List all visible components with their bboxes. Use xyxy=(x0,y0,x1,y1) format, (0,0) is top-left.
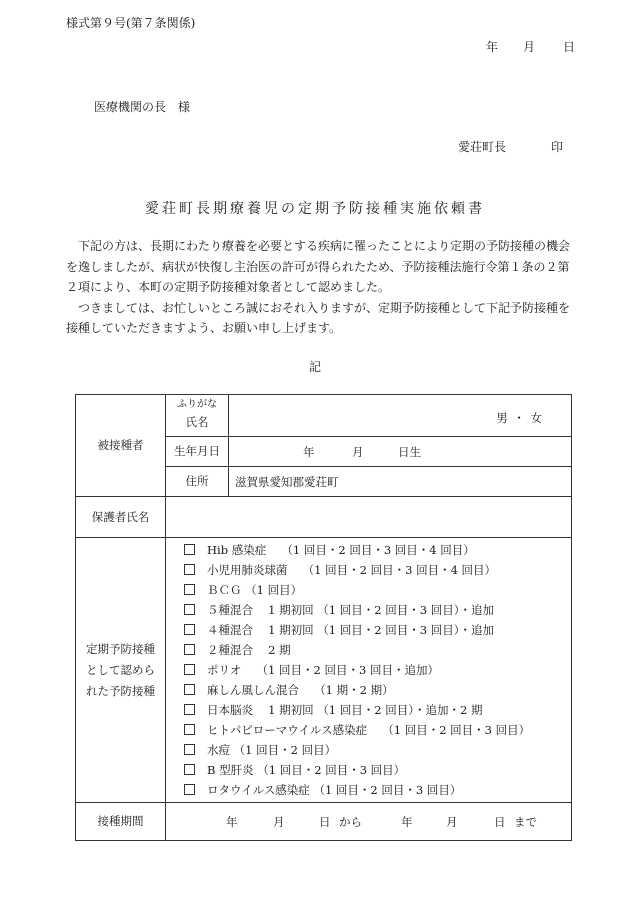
vaccine-item-label: ヒトパピローマウイルス感染症 （1 回目・2 回目・3 回目） xyxy=(207,723,531,737)
address-field[interactable]: 滋賀県愛知郡愛荘町 xyxy=(229,467,572,497)
birth-label: 生年月日 xyxy=(166,437,229,467)
vaccine-item[interactable] xyxy=(184,660,571,680)
checkbox[interactable] xyxy=(184,704,195,715)
period-field[interactable] xyxy=(166,803,572,841)
birth-month: 月 xyxy=(352,445,364,459)
vaccine-item[interactable] xyxy=(184,740,571,760)
seal-mark: 印 xyxy=(551,140,564,154)
period-year-1: 年 xyxy=(226,815,238,829)
vaccine-item[interactable] xyxy=(184,560,571,580)
checkbox[interactable] xyxy=(184,664,195,675)
address-label: 住所 xyxy=(166,467,229,497)
period-month-1: 月 xyxy=(273,815,285,829)
vaccine-item[interactable] xyxy=(184,780,571,800)
vaccine-item[interactable] xyxy=(184,640,571,660)
body-paragraph-1: 下記の方は、長期にわたり療養を必要とする疾病に罹ったことにより定期の予防接種の機会を逸しましたが、病状が快復し主治医の許可が得られたため、予防接種法施行令第１条の２第２項により、本町の定期予防接種対象者として認めました。 xyxy=(66,239,571,294)
issuer-name: 愛荘町長 xyxy=(458,140,507,154)
vaccine-item[interactable] xyxy=(184,600,571,620)
birth-day: 日生 xyxy=(398,445,421,459)
vaccine-item-label: ４種混合 1 期初回 （1 回目・2 回目・3 回目）・追加 xyxy=(207,623,494,637)
vaccine-label xyxy=(76,538,166,803)
request-table xyxy=(75,394,572,841)
period-year-2: 年 xyxy=(401,815,413,829)
date-day: 日 xyxy=(563,40,576,54)
checkbox[interactable] xyxy=(184,584,195,595)
vaccine-label-line: として認めら xyxy=(86,662,155,677)
vaccine-item[interactable] xyxy=(184,580,571,600)
date-year: 年 xyxy=(486,40,499,54)
date-month: 月 xyxy=(523,40,536,54)
vaccine-item[interactable] xyxy=(184,700,571,720)
checkbox[interactable] xyxy=(184,744,195,755)
guardian-field[interactable] xyxy=(166,497,572,538)
form-number: 様式第９号(第７条関係) xyxy=(66,16,196,30)
birth-year: 年 xyxy=(303,445,315,459)
ki-heading: 記 xyxy=(308,360,321,374)
vaccine-item[interactable] xyxy=(184,720,571,740)
checkbox[interactable] xyxy=(184,564,195,575)
vaccine-item-label: 麻しん風しん混合 （1 期・2 期） xyxy=(207,683,394,697)
vaccine-item[interactable] xyxy=(184,760,571,780)
name-label: 氏名 xyxy=(185,415,209,429)
vaccine-item-label: ５種混合 1 期初回 （1 回目・2 回目・3 回目）・追加 xyxy=(207,603,494,617)
recipient-label: 被接種者 xyxy=(76,395,166,497)
body-paragraph-2: つきましては、お忙しいところ誠におそれ入りますが、定期予防接種として下記予防接種を接種していただきますよう、お願い申し上げます。 xyxy=(66,300,571,335)
vaccine-item[interactable] xyxy=(184,620,571,640)
vaccine-item-label: 水痘 （1 回目・2 回目） xyxy=(207,743,337,757)
period-day-1: 日 xyxy=(319,815,331,829)
vaccine-item-label: 小児用肺炎球菌 （1 回目・2 回目・3 回目・4 回目） xyxy=(207,563,497,577)
period-until: まで xyxy=(514,815,537,829)
period-label: 接種期間 xyxy=(76,803,166,841)
checkbox[interactable] xyxy=(184,604,195,615)
vaccine-item-label: Hib 感染症 （1 回目・2 回目・3 回目・4 回目） xyxy=(207,543,475,557)
vaccine-label-line: 定期予防接種 xyxy=(86,641,155,656)
guardian-label: 保護者氏名 xyxy=(76,497,166,538)
body-text xyxy=(66,236,578,339)
period-day-2: 日 xyxy=(494,815,506,829)
vaccine-list xyxy=(166,538,572,803)
name-field[interactable] xyxy=(229,395,572,437)
vaccine-item-label: B 型肝炎 （1 回目・2 回目・3 回目） xyxy=(207,763,406,777)
period-from: から xyxy=(339,815,362,829)
vaccine-item-label: ＢＣＧ （1 回目） xyxy=(207,583,303,597)
vaccine-item[interactable] xyxy=(184,680,571,700)
period-month-2: 月 xyxy=(446,815,458,829)
document-title: 愛荘町長期療養児の定期予防接種実施依頼書 xyxy=(145,201,485,217)
vaccine-item-label: 日本脳炎 1 期初回 （1 回目・2 回目）・追加・2 期 xyxy=(207,703,483,717)
checkbox[interactable] xyxy=(184,684,195,695)
checkbox[interactable] xyxy=(184,544,195,555)
checkbox[interactable] xyxy=(184,764,195,775)
vaccine-item-label: ロタウイルス感染症 （1 回目・2 回目・3 回目） xyxy=(207,783,462,797)
vaccine-label-line: れた予防接種 xyxy=(86,683,155,698)
birth-field[interactable] xyxy=(229,437,572,467)
gender-select[interactable]: 男 ・ 女 xyxy=(496,411,543,425)
furigana-label: ふりがな xyxy=(177,399,217,410)
vaccine-item[interactable] xyxy=(184,540,571,560)
furigana-name-label xyxy=(166,395,229,437)
checkbox[interactable] xyxy=(184,624,195,635)
checkbox[interactable] xyxy=(184,724,195,735)
vaccine-item-label: ポリオ （1 回目・2 回目・3 回目・追加） xyxy=(207,663,439,677)
checkbox[interactable] xyxy=(184,644,195,655)
checkbox[interactable] xyxy=(184,784,195,795)
recipient-line: 医療機関の長 様 xyxy=(94,100,191,114)
vaccine-item-label: ２種混合 2 期 xyxy=(207,643,291,657)
